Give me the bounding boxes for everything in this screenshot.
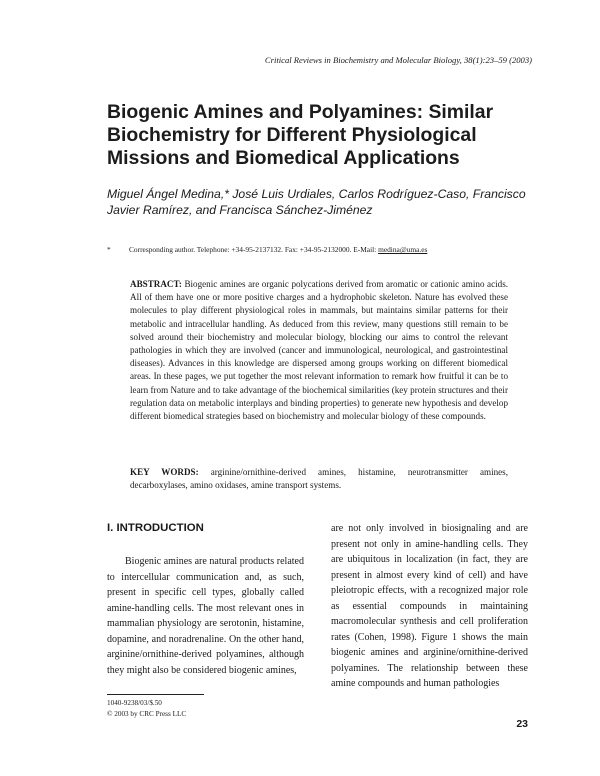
abstract-label: ABSTRACT:	[130, 279, 182, 289]
section-heading: I. INTRODUCTION	[107, 522, 204, 534]
body-column-right: are not only involved in biosignaling and are present not only in amine-handling cells. They are ubiquitous in localization (in fact, they are present in almost every kind of cell) and have pleiotropic effects, with a recognized major role as essential compounds in maintaining macromolecular synthesis and cell proliferation rates (Cohen, 1998). Figure 1 shows the main biogenic amines and arginine/ornithine-derived polyamines. The relationship between these amine compounds and human pathologies	[331, 523, 528, 689]
copyright-notice: © 2003 by CRC Press LLC	[107, 710, 187, 718]
keywords	[130, 466, 508, 492]
keywords-label: KEY WORDS:	[130, 467, 199, 477]
email-link[interactable]: medina@uma.es	[378, 245, 428, 254]
body-column-left: Biogenic amines are natural products related to intercellular communication and, as such, present in specific cell types, globally called amine-handling cells. The most relevant ones in mammalian physiology are serotonin, histamine, dopamine, and noradrenaline. On the other hand, arginine/ornithine-derived polyamines, although they might also be considered biogenic amines,	[107, 556, 304, 676]
corresponding-author-note	[107, 245, 537, 254]
corresponding-text: Corresponding author. Telephone: +34-95-2137132. Fax: +34-95-2132000. E-Mail:	[129, 245, 379, 254]
article-title: Biogenic Amines and Polyamines: Similar Biochemistry for Different Physiological Missions and Biomedical Applications	[107, 101, 494, 169]
journal-citation: Critical Reviews in Biochemistry and Molecular Biology, 38(1):23–59 (2003)	[264, 55, 532, 65]
abstract-text: Biogenic amines are organic polycations derived from aromatic or cationic amino acids. All of them have one or more positive charges and a hydrophobic skeleton. Nature has evolved these molecules to play different physiological roles in mammals, but maintains similar patterns for their metabolic and intracellular handling. As deduced from this review, many questions still remain to be solved around their biochemistry and molecular biology, blocking our aims to control the relevant pathologies in which they are involved (cancer and immunological, neurological, and gastrointestinal diseases). Advances in this knowledge are dispersed among groups working on different biomedical areas. In these pages, we put together the most relevant information to remark how fruitful it can be to learn from Nature and to take advantage of the biochemical similarities (key protein structures and their regulation data on metabolic interplays and binding properties) to generate new hypothesis and develop different biomedical strategies based on biochemistry and molecular biology of these compounds.	[130, 279, 509, 422]
author-list: Miguel Ángel Medina,* José Luis Urdiales, Carlos Rodríguez-Caso, Francisco Javier Ramírez, and Francisca Sánchez-Jiménez	[107, 187, 526, 217]
footnote-divider	[107, 694, 204, 695]
issn-code: 1040-9238/03/$.50	[107, 699, 162, 707]
keywords-text: arginine/ornithine-derived amines, histamine, neurotransmitter amines, decarboxylases, amino oxidases, amine transport systems.	[130, 467, 508, 491]
footnote-marker: *	[107, 245, 111, 254]
abstract	[130, 278, 508, 423]
page-number: 23	[516, 718, 528, 730]
